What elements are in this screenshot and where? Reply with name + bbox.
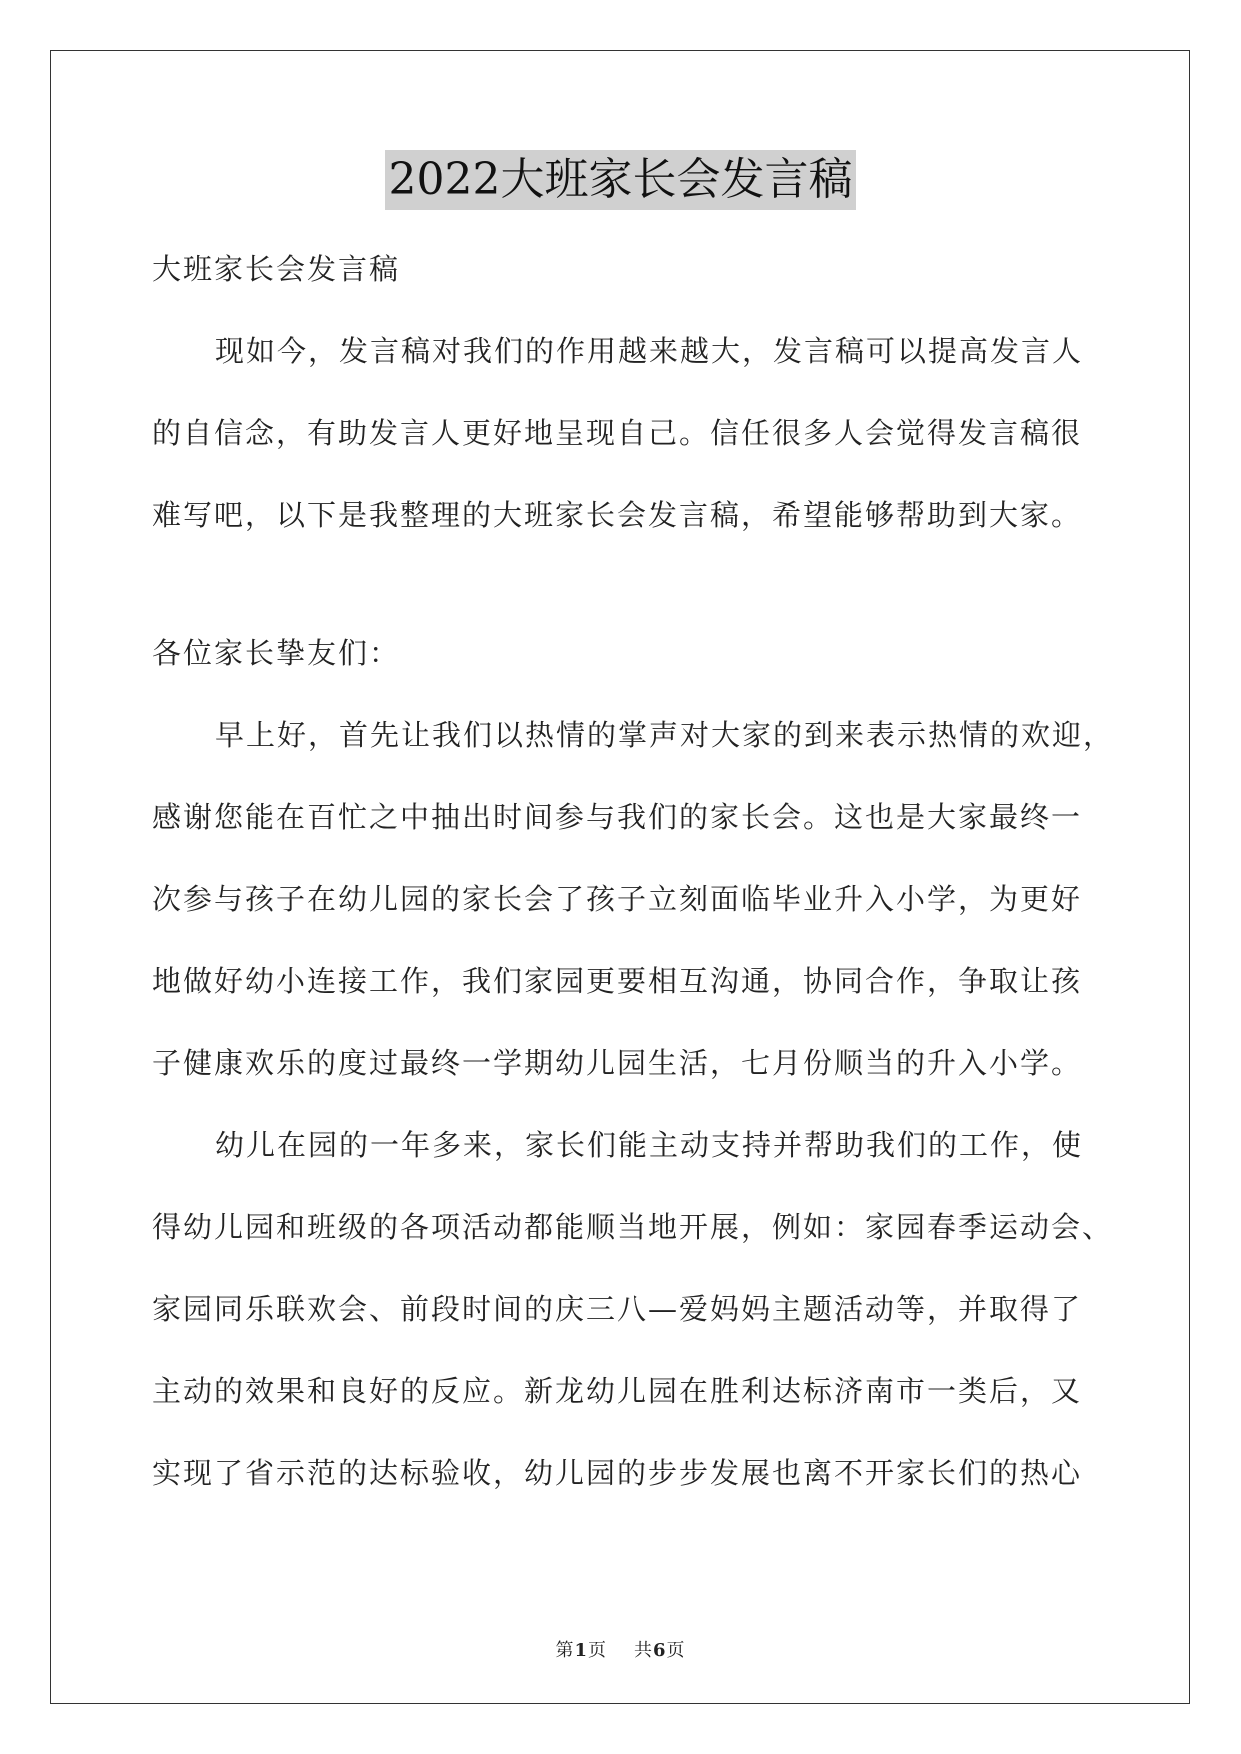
title-container [0,150,1241,210]
total-prefix: 共 [633,1640,653,1661]
total-page-number: 6 [652,1640,667,1661]
paragraph-1-line: 子健康欢乐的度过最终一学期幼儿园生活，七月份顺当的升入小学。 [152,1046,1083,1080]
document-title: 2022大班家长会发言稿 [385,150,857,210]
paragraph-gap [152,556,1112,612]
paragraph-1-line: 早上好，首先让我们以热情的掌声对大家的到来表示热情的欢迎， [215,718,1115,752]
paragraph-2-line: 主动的效果和良好的反应。新龙幼儿园在胜利达标济南市一类后，又 [152,1374,1083,1408]
paragraph-1-line: 感谢您能在百忙之中抽出时间参与我们的家长会。这也是大家最终一 [152,800,1083,834]
paragraph-2-line: 家园同乐联欢会、前段时间的庆三八—爱妈妈主题活动等，并取得了 [152,1292,1083,1326]
paragraph-2-line: 得幼儿园和班级的各项活动都能顺当地开展，例如：家园春季运动会、 [152,1210,1114,1244]
intro-line: 难写吧，以下是我整理的大班家长会发言稿，希望能够帮助到大家。 [152,498,1083,532]
paragraph-2-line: 实现了省示范的达标验收，幼儿园的步步发展也离不开家长们的热心 [152,1456,1083,1490]
paragraph-1-line: 次参与孩子在幼儿园的家长会了孩子立刻面临毕业升入小学，为更好 [152,882,1083,916]
page-prefix: 第 [555,1640,575,1661]
salutation: 各位家长挚友们： [152,636,401,670]
total-suffix: 页 [666,1640,686,1661]
current-page-number: 1 [574,1640,589,1661]
page-suffix: 页 [588,1640,608,1661]
intro-line: 的自信念，有助发言人更好地呈现自己。信任很多人会觉得发言稿很 [152,416,1083,450]
paragraph-1-line: 地做好幼小连接工作，我们家园更要相互沟通，协同合作，争取让孩 [152,964,1083,998]
intro-line: 现如今，发言稿对我们的作用越来越大，发言稿可以提高发言人 [215,334,1084,368]
paragraph-2-line: 幼儿在园的一年多来，家长们能主动支持并帮助我们的工作，使 [215,1128,1084,1162]
page-footer [0,1636,1241,1662]
document-body [152,228,1115,1514]
document-subtitle: 大班家长会发言稿 [152,252,401,286]
